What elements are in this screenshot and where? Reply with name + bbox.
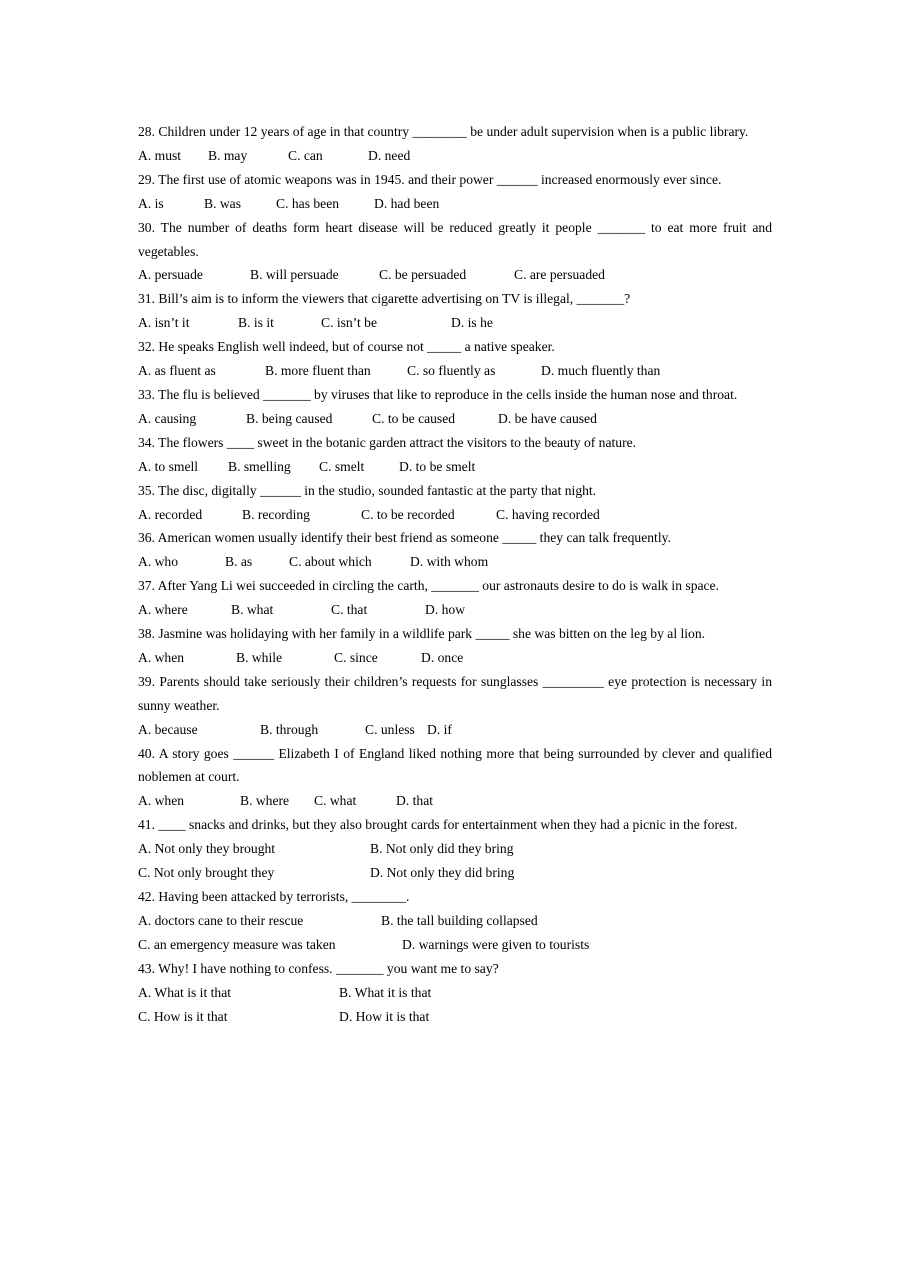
option: D. with whom [410, 554, 489, 570]
option: B. what [231, 602, 274, 618]
option: C. Not only brought they [138, 865, 275, 881]
option-row [138, 503, 772, 527]
option: A. is [138, 195, 164, 211]
option: D. is he [451, 315, 493, 331]
option: C. smelt [319, 458, 365, 474]
question-item [138, 622, 772, 670]
option: A. when [138, 793, 185, 809]
option: A. persuade [138, 267, 203, 283]
question-stem: 30. The number of deaths form heart disease will be reduced greatly it people _______ to eat more fruit and vegetables. [138, 219, 772, 259]
option: B. smelling [228, 458, 291, 474]
option-row [138, 550, 772, 574]
option: C. be persuaded [379, 267, 467, 283]
option: A. recorded [138, 506, 203, 522]
option: C. unless [365, 721, 415, 737]
question-item [138, 479, 772, 527]
option: D. to be smelt [399, 458, 476, 474]
option: C. to be caused [372, 410, 456, 426]
option: D. that [396, 793, 433, 809]
option: B. Not only did they bring [370, 841, 514, 857]
question-stem: 40. A story goes ______ Elizabeth I of England liked nothing more that being surrounded by clever and qualified noblemen at court. [138, 745, 772, 785]
question-stem: 43. Why! I have nothing to confess. _______ you want me to say? [138, 960, 499, 976]
question-stem: 36. American women usually identify their best friend as someone _____ they can talk frequently. [138, 530, 671, 546]
question-item [138, 216, 772, 288]
option: A. must [138, 147, 182, 163]
option: B. may [208, 147, 248, 163]
question-item [138, 670, 772, 742]
option: A. as fluent as [138, 363, 216, 379]
option-row [138, 646, 772, 670]
question-stem: 37. After Yang Li wei succeeded in circling the carth, _______ our astronauts desire to do is walk in space. [138, 578, 719, 594]
option: B. was [204, 195, 242, 211]
question-list [138, 120, 772, 1028]
option: B. What it is that [339, 984, 432, 1000]
option: A. because [138, 721, 198, 737]
question-stem: 31. Bill’s aim is to inform the viewers that cigarette advertising on TV is illegal, _______? [138, 291, 631, 307]
option: B. where [240, 793, 290, 809]
option: B. more fluent than [265, 363, 371, 379]
question-stem: 41. ____ snacks and drinks, but they also brought cards for entertainment when they had a picnic in the forest. [138, 817, 738, 833]
option-row [138, 359, 772, 383]
option-row [138, 1005, 772, 1029]
question-item [138, 813, 772, 885]
option-row [138, 981, 772, 1005]
option: C. since [334, 649, 378, 665]
option: C. are persuaded [514, 267, 605, 283]
option: C. having recorded [496, 506, 600, 522]
option: C. an emergency measure was taken [138, 936, 336, 952]
option: B. recording [242, 506, 310, 522]
question-item [138, 383, 772, 431]
question-stem: 38. Jasmine was holidaying with her family in a wildlife park _____ she was bitten on the leg by al lion. [138, 626, 706, 642]
option-row [138, 311, 772, 335]
option: B. through [260, 721, 319, 737]
option: D. much fluently than [541, 363, 661, 379]
question-item [138, 120, 772, 168]
question-stem: 29. The first use of atomic weapons was in 1945. and their power ______ increased enormously ever since. [138, 171, 722, 187]
option: C. that [331, 602, 368, 618]
option-row [138, 144, 772, 168]
option: C. How is it that [138, 1008, 228, 1024]
question-item [138, 574, 772, 622]
question-item [138, 168, 772, 216]
option: A. Not only they brought [138, 841, 276, 857]
option-row [138, 598, 772, 622]
option: D. once [421, 649, 464, 665]
option-row [138, 718, 772, 742]
question-stem: 32. He speaks English well indeed, but of course not _____ a native speaker. [138, 339, 555, 355]
option: B. will persuade [250, 267, 339, 283]
option: B. is it [238, 315, 274, 331]
question-stem: 34. The flowers ____ sweet in the botanic garden attract the visitors to the beauty of nature. [138, 434, 637, 450]
option: D. had been [374, 195, 440, 211]
option: B. the tall building collapsed [381, 912, 538, 928]
option: A. isn’t it [138, 315, 190, 331]
option: B. while [236, 649, 283, 665]
option: C. can [288, 147, 323, 163]
question-item [138, 742, 772, 814]
option: A. when [138, 649, 185, 665]
option: C. so fluently as [407, 363, 496, 379]
question-stem: 33. The flu is believed _______ by viruses that like to reproduce in the cells inside the human nose and throat. [138, 386, 738, 402]
question-item [138, 335, 772, 383]
option-row [138, 861, 772, 885]
option: A. who [138, 554, 179, 570]
option: D. be have caused [498, 410, 597, 426]
question-stem: 35. The disc, digitally ______ in the studio, sounded fantastic at the party that night. [138, 482, 597, 498]
option: C. has been [276, 195, 340, 211]
question-item [138, 287, 772, 335]
question-item [138, 885, 772, 957]
option: A. doctors cane to their rescue [138, 912, 304, 928]
option: B. being caused [246, 410, 333, 426]
option-row [138, 192, 772, 216]
option: C. what [314, 793, 357, 809]
option-row [138, 789, 772, 813]
question-stem: 28. Children under 12 years of age in that country ________ be under adult supervision when is a public library. [138, 124, 749, 139]
option: C. to be recorded [361, 506, 455, 522]
question-item [138, 957, 772, 1029]
question-item [138, 431, 772, 479]
option: D. if [427, 721, 452, 737]
option-row [138, 933, 772, 957]
question-stem: 42. Having been attacked by terrorists, ________. [138, 889, 410, 904]
option: D. how [425, 602, 466, 618]
option-row [138, 455, 772, 479]
option-row [138, 909, 772, 933]
option: A. causing [138, 410, 197, 426]
option: D. How it is that [339, 1008, 430, 1024]
question-stem: 39. Parents should take seriously their children’s requests for sunglasses _________ eye protection is necessary in sunny weather. [138, 673, 772, 713]
option: D. Not only they did bring [370, 865, 515, 881]
option: A. where [138, 602, 188, 618]
option: C. isn’t be [321, 315, 378, 331]
option: A. to smell [138, 458, 199, 474]
option-row [138, 407, 772, 431]
option: D. need [368, 147, 411, 163]
option-row [138, 263, 772, 287]
option: A. What is it that [138, 984, 232, 1000]
option-row [138, 837, 772, 861]
option: C. about which [289, 554, 372, 570]
question-item [138, 526, 772, 574]
option: B. as [225, 554, 253, 570]
option: D. warnings were given to tourists [402, 936, 590, 952]
